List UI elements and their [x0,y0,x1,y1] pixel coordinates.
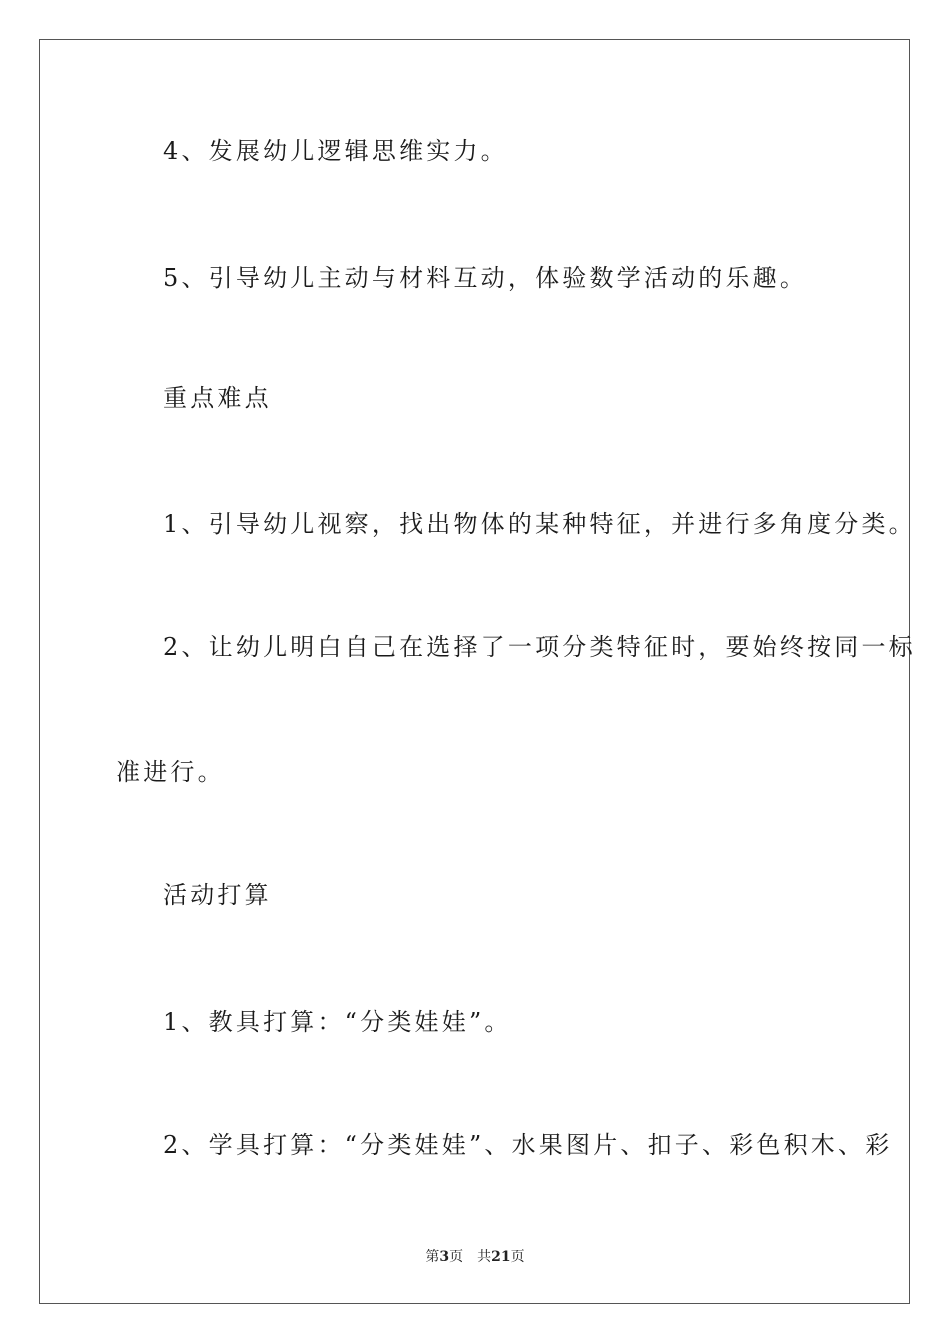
section-heading-activity-preparation: 活动打算 [163,881,272,909]
text-line-preparation-1: 1、教具打算：“分类娃娃”。 [163,1008,512,1036]
text-line-goal-5: 5、引导幼儿主动与材料互动，体验数学活动的乐趣。 [163,264,808,292]
section-heading-key-points: 重点难点 [163,384,272,412]
footer-page-suffix: 页 [449,1249,464,1265]
footer-current-page: 3 [439,1249,450,1265]
footer-total-pages: 21 [491,1249,511,1265]
text-line-key-point-2: 2、让幼儿明白自己在选择了一项分类特征时，要始终按同一标 [163,633,916,661]
text-line-preparation-2: 2、学具打算：“分类娃娃”、水果图片、扣子、彩色积木、彩 [163,1131,893,1159]
footer-total-suffix: 页 [510,1249,525,1265]
text-line-goal-4: 4、发展幼儿逻辑思维实力。 [163,137,508,165]
text-line-key-point-1: 1、引导幼儿视察，找出物体的某种特征，并进行多角度分类。 [163,510,916,538]
page-footer [0,1248,950,1266]
footer-page-prefix: 第 [425,1249,440,1265]
page-border [39,39,910,1304]
text-line-key-point-2-continued: 准进行。 [116,758,225,786]
footer-total-prefix: 共 [477,1249,492,1265]
